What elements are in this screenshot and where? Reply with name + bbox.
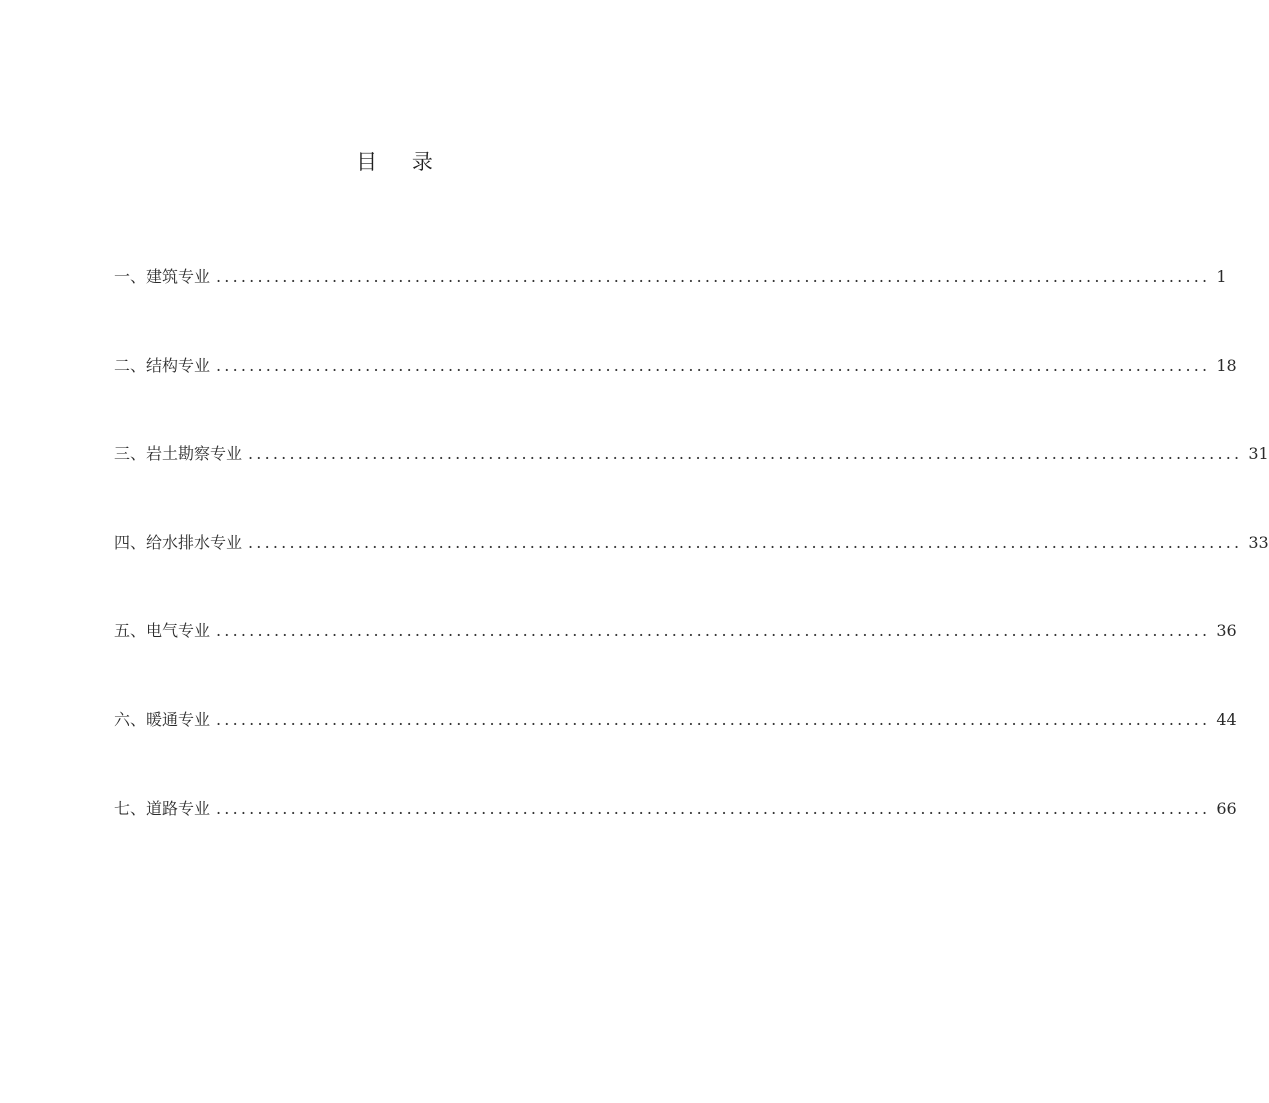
toc-entry-page-number: 18 bbox=[1216, 355, 1237, 375]
toc-entry-page-number: 36 bbox=[1216, 621, 1237, 641]
toc-entry-label: 四、给水排水专业 bbox=[114, 532, 243, 552]
toc-entry-label: 六、暖通专业 bbox=[114, 709, 211, 729]
toc-entry-label: 三、岩土勘察专业 bbox=[114, 444, 243, 464]
toc-leader-dots: ........................................................................................................................ bbox=[248, 532, 1243, 552]
toc-leader-dots: ........................................................................................................................ bbox=[216, 709, 1211, 729]
toc-entry-page-number: 1 bbox=[1216, 267, 1227, 286]
toc-leader-dots: ........................................................................................................................ bbox=[216, 798, 1211, 818]
toc-entry-structure[interactable] bbox=[114, 352, 1237, 380]
toc-entry-architecture[interactable] bbox=[114, 263, 1227, 291]
toc-entry-page-number: 44 bbox=[1216, 709, 1237, 729]
toc-leader-dots: ........................................................................................................................ bbox=[248, 444, 1243, 464]
toc-title: 目 录 bbox=[356, 150, 447, 174]
toc-entry-electrical[interactable] bbox=[114, 617, 1237, 645]
toc-entry-water-supply-drainage[interactable] bbox=[114, 529, 1269, 557]
toc-leader-dots: ........................................................................................................................ bbox=[216, 621, 1211, 641]
toc-entry-page-number: 33 bbox=[1248, 532, 1269, 552]
toc-list bbox=[114, 263, 1269, 883]
toc-entry-road[interactable] bbox=[114, 795, 1237, 823]
toc-entry-page-number: 66 bbox=[1216, 798, 1237, 818]
toc-entry-page-number: 31 bbox=[1248, 444, 1269, 464]
toc-entry-label: 二、结构专业 bbox=[114, 355, 211, 375]
toc-entry-label: 五、电气专业 bbox=[114, 621, 211, 641]
toc-entry-label: 七、道路专业 bbox=[114, 798, 211, 818]
toc-entry-geotechnical[interactable] bbox=[114, 440, 1269, 468]
toc-entry-label: 一、建筑专业 bbox=[114, 267, 211, 286]
toc-leader-dots: ........................................................................................................................ bbox=[216, 267, 1211, 286]
toc-leader-dots: ........................................................................................................................ bbox=[216, 355, 1211, 375]
toc-entry-hvac[interactable] bbox=[114, 706, 1237, 734]
